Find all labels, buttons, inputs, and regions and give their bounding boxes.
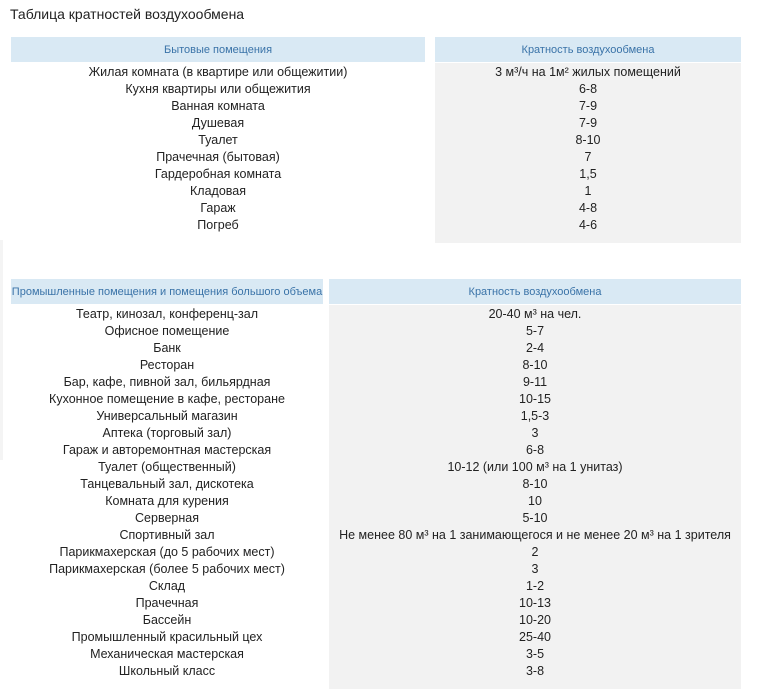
table-bottom-spacer	[11, 233, 741, 243]
column-gap	[425, 63, 435, 81]
table-row	[11, 148, 741, 165]
room-name-cell: Прачечная	[135, 595, 199, 610]
room-name-cell: Парикмахерская (более 5 рабочих мест)	[49, 561, 285, 576]
table-row	[11, 63, 741, 81]
room-name-cell: Ресторан	[139, 357, 195, 372]
exchange-rate-cell: 8-10	[329, 475, 741, 492]
exchange-rate-cell: 7-9	[435, 97, 741, 114]
column-gap	[425, 131, 435, 148]
table-row	[11, 628, 741, 645]
room-name-cell: Склад	[148, 578, 186, 593]
column-gap	[425, 97, 435, 114]
room-name-cell: Кухня квартиры или общежития	[125, 81, 311, 96]
exchange-rate-cell: 5-7	[329, 322, 741, 339]
exchange-rate-cell: 20-40 м³ на чел.	[329, 305, 741, 323]
room-name-cell: Банк	[153, 340, 181, 355]
table-row	[11, 356, 741, 373]
exchange-rate-cell: 6-8	[329, 441, 741, 458]
room-name-cell: Гараж и авторемонтная мастерская	[62, 442, 272, 457]
table-row	[11, 339, 741, 356]
table-row	[11, 543, 741, 560]
exchange-rate-cell: 5-10	[329, 509, 741, 526]
column-header-room: Бытовые помещения	[11, 37, 425, 63]
room-name-cell: Механическая мастерская	[90, 646, 244, 661]
exchange-rate-cell: 3-5	[329, 645, 741, 662]
exchange-rate-cell: 1	[435, 182, 741, 199]
table-row	[11, 492, 741, 509]
room-name-cell: Туалет	[198, 132, 238, 147]
table-row	[11, 216, 741, 233]
table-row	[11, 560, 741, 577]
page-title: Таблица кратностей воздухообмена	[10, 6, 245, 22]
table-row	[11, 475, 741, 492]
exchange-rate-cell: 8-10	[329, 356, 741, 373]
column-header-rate: Кратность воздухообмена	[435, 37, 741, 63]
room-name-cell: Театр, кинозал, конференц-зал	[75, 306, 259, 321]
exchange-rate-cell: 1-2	[329, 577, 741, 594]
room-name-cell: Туалет (общественный)	[98, 459, 236, 474]
exchange-rate-cell: 6-8	[435, 80, 741, 97]
room-name-cell: Ванная комната	[171, 98, 265, 113]
room-name-cell: Кладовая	[190, 183, 246, 198]
room-name-cell: Промышленный красильный цех	[71, 629, 263, 644]
table-row	[11, 577, 741, 594]
exchange-rate-cell: 7	[435, 148, 741, 165]
room-name-cell: Гараж	[200, 200, 236, 215]
room-name-cell: Аптека (торговый зал)	[102, 425, 232, 440]
room-name-cell: Прачечная (бытовая)	[156, 149, 280, 164]
room-name-cell: Погреб	[197, 217, 239, 232]
exchange-rate-cell: 7-9	[435, 114, 741, 131]
exchange-rate-cell: 2	[329, 543, 741, 560]
exchange-rate-cell: 3-8	[329, 662, 741, 679]
room-name-cell: Спортивный зал	[119, 527, 215, 542]
table-row	[11, 199, 741, 216]
table-row	[11, 182, 741, 199]
room-name-cell: Офисное помещение	[104, 323, 230, 338]
exchange-rate-cell: 2-4	[329, 339, 741, 356]
column-gap	[425, 182, 435, 199]
exchange-rate-cell: 3	[329, 424, 741, 441]
exchange-rate-cell: 8-10	[435, 131, 741, 148]
left-edge-shade	[0, 240, 3, 460]
table-header-row	[11, 37, 741, 63]
table-row	[11, 611, 741, 628]
column-header-rate: Кратность воздухообмена	[329, 279, 741, 305]
spacer-cell	[11, 233, 425, 243]
exchange-rate-cell: 10-20	[329, 611, 741, 628]
spacer-cell	[435, 233, 741, 243]
room-name-cell: Душевая	[191, 115, 245, 130]
exchange-rate-cell: 10-12 (или 100 м³ на 1 унитаз)	[329, 458, 741, 475]
exchange-rate-cell: 3 м³/ч на 1м² жилых помещений	[435, 63, 741, 81]
room-name-cell: Танцевальный зал, дискотека	[80, 476, 254, 491]
household-rooms-table	[11, 37, 741, 243]
column-gap	[425, 114, 435, 131]
table-row	[11, 80, 741, 97]
room-name-cell: Школьный класс	[118, 663, 216, 678]
table-row	[11, 322, 741, 339]
room-name-cell: Жилая комната (в квартире или общежитии)	[88, 64, 348, 79]
table-row	[11, 594, 741, 611]
table-row	[11, 645, 741, 662]
room-name-cell: Парикмахерская (до 5 рабочих мест)	[59, 544, 275, 559]
table-bottom-spacer	[11, 679, 741, 689]
table-row	[11, 407, 741, 424]
column-gap	[425, 216, 435, 233]
column-gap	[425, 37, 435, 63]
room-name-cell: Бар, кафе, пивной зал, бильярдная	[63, 374, 271, 389]
spacer-cell	[329, 679, 741, 689]
table-row	[11, 458, 741, 475]
table-row	[11, 305, 741, 323]
exchange-rate-cell: 4-6	[435, 216, 741, 233]
exchange-rate-cell: 10-15	[329, 390, 741, 407]
spacer-cell	[425, 233, 435, 243]
table-row	[11, 526, 741, 543]
room-name-cell: Бассейн	[142, 612, 192, 627]
column-header-room: Промышленные помещения и помещения большого объема	[11, 279, 323, 305]
exchange-rate-cell: 10	[329, 492, 741, 509]
room-name-cell: Серверная	[135, 510, 199, 525]
exchange-rate-cell: 1,5-3	[329, 407, 741, 424]
exchange-rate-cell: 9-11	[329, 373, 741, 390]
table-row	[11, 441, 741, 458]
table-row	[11, 509, 741, 526]
room-name-cell: Универсальный магазин	[96, 408, 238, 423]
industrial-rooms-table	[11, 279, 741, 689]
table-row	[11, 131, 741, 148]
exchange-rate-cell: 3	[329, 560, 741, 577]
table-row	[11, 424, 741, 441]
spacer-cell	[11, 679, 323, 689]
table-row	[11, 373, 741, 390]
exchange-rate-cell: 4-8	[435, 199, 741, 216]
exchange-rate-cell: 25-40	[329, 628, 741, 645]
exchange-rate-cell: Не менее 80 м³ на 1 занимающегося и не менее 20 м³ на 1 зрителя	[329, 526, 741, 543]
exchange-rate-cell: 10-13	[329, 594, 741, 611]
room-name-cell: Кухонное помещение в кафе, ресторане	[49, 391, 285, 406]
exchange-rate-cell: 1,5	[435, 165, 741, 182]
column-gap	[425, 148, 435, 165]
room-name-cell: Комната для курения	[105, 493, 229, 508]
table-row	[11, 390, 741, 407]
room-name-cell: Гардеробная комната	[154, 166, 282, 181]
column-gap	[425, 199, 435, 216]
column-gap	[425, 80, 435, 97]
table-row	[11, 97, 741, 114]
column-gap	[425, 165, 435, 182]
table-row	[11, 662, 741, 679]
table-header-row	[11, 279, 741, 305]
table-row	[11, 114, 741, 131]
table-row	[11, 165, 741, 182]
